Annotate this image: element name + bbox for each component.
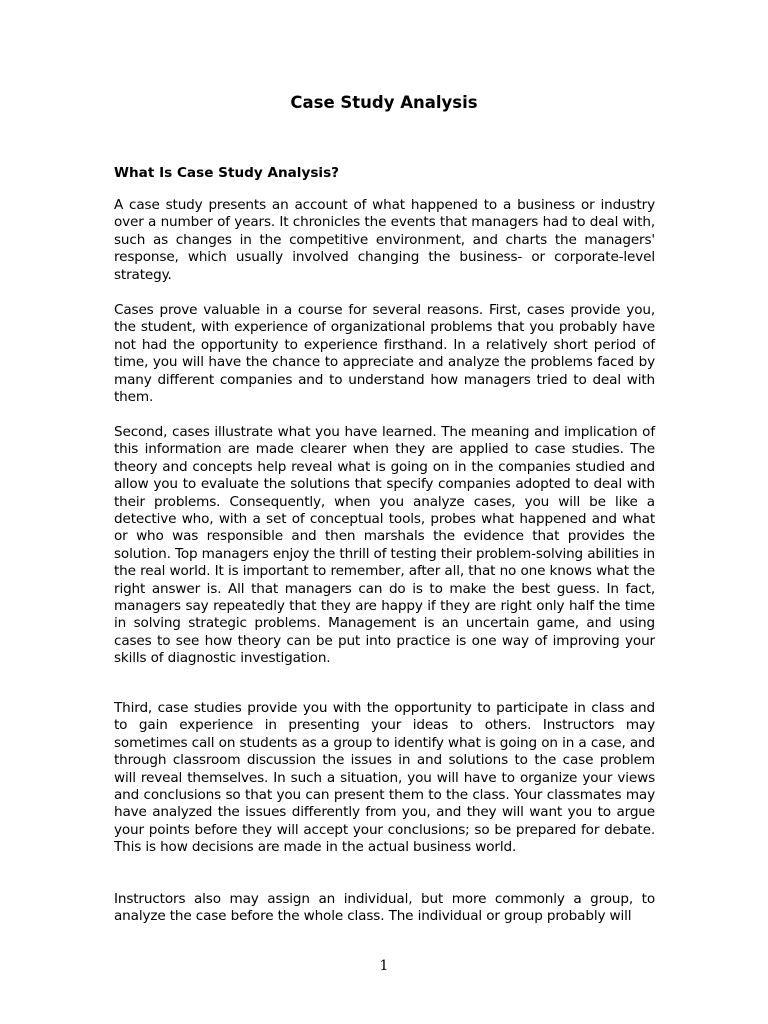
section-heading: What Is Case Study Analysis?: [114, 165, 340, 181]
page-number: 1: [379, 958, 389, 974]
document-title: Case Study Analysis: [290, 93, 478, 112]
paragraph-4: Third, case studies provide you with the opportunity to participate in class and to gain experience in presenting your ideas to others. Instructors may sometimes call on students as a group to identify what is going on in a case, and through classroom discussion the issues in and solutions to the case problem will reveal themselves. In such a situation, you will have to organize your views and conclusions so that you can present them to the class. Your classmates may have analyzed the issues differently from you, and they will want you to argue your points before they will accept your conclusions; so be prepared for debate. This is how decisions are made in the actual business world.: [114, 700, 655, 856]
paragraph-2: Cases prove valuable in a course for several reasons. First, cases provide you, the student, with experience of organizational problems that you probably have not had the opportunity to experience firsthand. In a relatively short period of time, you will have the chance to appreciate and analyze the problems faced by many different companies and to understand how managers tried to deal with them.: [114, 302, 655, 406]
paragraph-5: Instructors also may assign an individual, but more commonly a group, to analyze the case before the whole class. The individual or group probably will: [114, 891, 655, 925]
paragraph-3: Second, cases illustrate what you have learned. The meaning and implication of this information are made clearer when they are applied to case studies. The theory and concepts help reveal what is going on in the companies studied and allow you to evaluate the solutions that specify companies adopted to deal with their problems. Consequently, when you analyze cases, you will be like a detective who, with a set of conceptual tools, probes what happened and what or who was responsible and then marshals the evidence that provides the solution. Top managers enjoy the thrill of testing their problem-solving abilities in the real world. It is important to remember, after all, that no one knows what the right answer is. All that managers can do is to make the best guess. In fact, managers say repeatedly that they are happy if they are right only half the time in solving strategic problems. Management is an uncertain game, and using cases to see how theory can be put into practice is one way of improving your skills of diagnostic investigation.: [114, 424, 655, 667]
paragraph-1: A case study presents an account of what happened to a business or industry over a number of years. It chronicles the events that managers had to deal with, such as changes in the competitive environment, and charts the managers' response, which usually involved changing the business- or corporate-level strategy.: [114, 197, 655, 283]
